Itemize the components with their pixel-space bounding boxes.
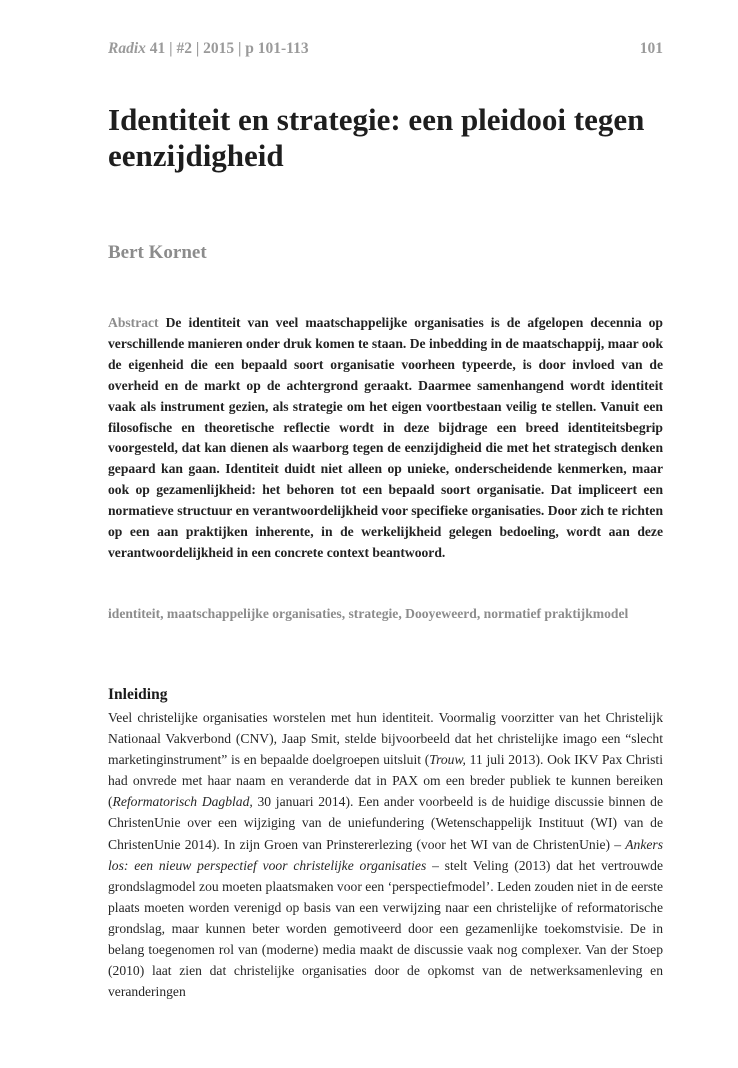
lecture-title: Ankers los: een nieuw perspectief voor christelijke organisaties [108,836,663,873]
body-text-segment: Veel christelijke organisaties worstelen met hun identiteit. Voormalig voorzitter van het Christelijk Nationaal Vakverbond (CNV), Jaap Smit, stelde bijvoorbeeld dat het christelijke imago een “slecht marketinginstrument” is en bepaalde doelgroepen uitsluit ( [108,710,663,768]
abstract [108,313,663,564]
page-number: 101 [639,40,663,57]
volume-issue-pages: 41 | #2 | 2015 | p 101-113 [145,40,309,57]
citation-source-trouw: Trouw, [429,752,466,768]
body-text-segment: 30 januari 2014). Een ander voorbeeld is de huidige discussie binnen de ChristenUnie over een wijziging van de uniefundering (Wetenschappelijk Instituut (WI) van de ChristenUnie 2014). In zijn Groen van Prinstererlezing (voor het WI van de ChristenUnie) – [108,794,663,852]
article-title: Identiteit en strategie: een pleidooi tegen eenzijdigheid [108,102,645,173]
abstract-text: De identiteit van veel maatschappelijke organisaties is de afgelopen decennia op verschillende manieren onder druk komen te staan. De inbedding in de maatschappij, maar ook de eigenheid die een bepaald soort organisatie voorheen typeerde, is door invloed van de overheid en de markt op de achtergrond geraakt. Daarmee samenhangend wordt identiteit vaak als instrument gezien, als strategie om het eigen voortbestaan veilig te stellen. Vanuit een filosofische en theoretische reflectie wordt in deze bijdrage een breed identiteitsbegrip voorgesteld, dat kan dienen als waarborg tegen de eenzijdigheid die met het strategisch denken gepaard kan gaan. Identiteit duidt niet alleen op unieke, onderscheidende kenmerken, maar ook op gezamenlijkheid: het behoren tot een bepaald soort organisatie. Dat impliceert een normatieve structuur en verantwoordelijkheid voor specifieke organisaties. Door zich te richten op een aan praktijken inherente, in de werkelijkheid gelegen bedoeling, wordt aan deze verantwoordelijkheid in een concrete context beantwoord. [108,315,663,560]
body-text-segment: 11 juli 2013). Ook IKV Pax Christi had onvrede met haar naam en veranderde dat in PAX om een breder publiek te kunnen bereiken ( [108,752,663,810]
running-header [108,40,663,62]
abstract-label: Abstract [108,315,159,330]
section-heading-inleiding: Inleiding [108,686,168,703]
keywords: identiteit, maatschappelijke organisaties, strategie, Dooyeweerd, normatief praktijkmodel [108,606,629,621]
journal-name: Radix [108,40,146,57]
citation-source-rd: Reformatorisch Dagblad, [112,794,253,810]
section-body [108,707,663,1002]
journal-citation [108,40,309,58]
body-text-segment: – stelt Veling (2013) dat het vertrouwde grondslagmodel zou moeten plaatsmaken voor een ‘perspectiefmodel’. Leden zouden niet in de eerste plaats moeten worden verenigd op basis van een verwijzing naar een christelijke of reformatorische grondslag, maar kunnen beter worden gemotiveerd door een gezamenlijke toekomstvisie. De in belang toegenomen rol van (moderne) media maakt de discussie vaak nog complexer. Van der Stoep (2010) laat zien dat christelijke organisaties door de opkomst van de netwerksamenleving en veranderingen [108,857,663,1000]
author-name: Bert Kornet [108,242,207,263]
